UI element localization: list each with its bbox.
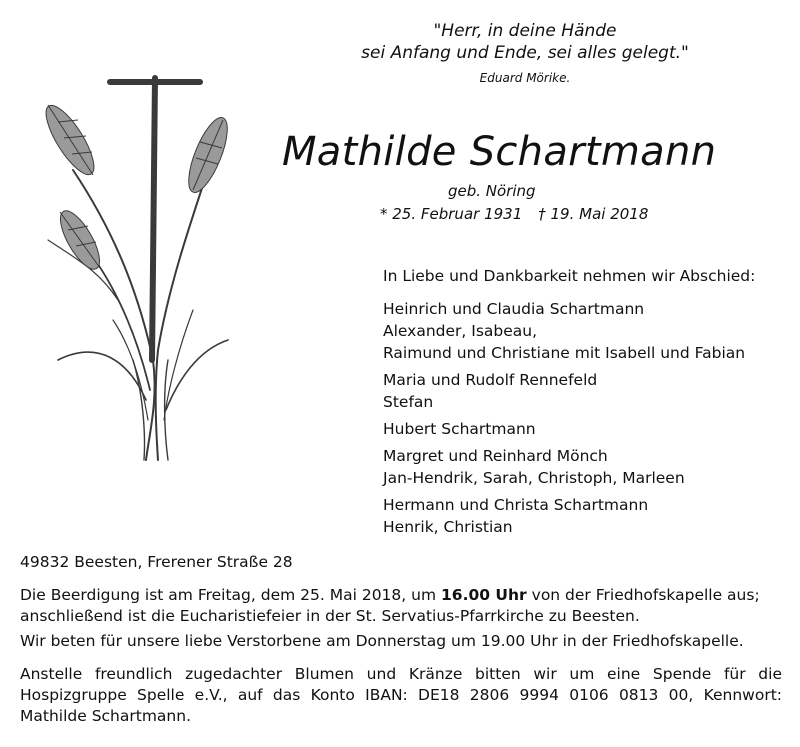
- address: 49832 Beesten, Frerener Straße 28: [20, 553, 293, 571]
- prayer-info: Wir beten für unsere liebe Verstorbene am Donnerstag um 19.00 Uhr in der Friedhofskapelle.: [20, 632, 744, 650]
- life-dates: [380, 204, 648, 224]
- donation-line-3: Mathilde Schartmann.: [20, 707, 191, 725]
- funeral-line-2: anschließend ist die Eucharistiefeier in der St. Servatius-Pfarrkirche zu Beesten.: [20, 607, 640, 625]
- mourner-line: Heinrich und Claudia Schartmann: [383, 300, 645, 318]
- mourner-line: Hubert Schartmann: [383, 420, 536, 438]
- mourner-line: Alexander, Isabeau,: [383, 322, 538, 340]
- maiden-name: geb. Nöring: [448, 182, 536, 200]
- donation-line-1: Anstelle freundlich zugedachter Blumen und Kränze bitten wir um eine Spende für die: [20, 665, 782, 683]
- mourner-line: Henrik, Christian: [383, 518, 513, 536]
- quote-line-1: "Herr, in deine Hände: [433, 21, 617, 41]
- birth-date: * 25. Februar 1931: [380, 205, 523, 223]
- funeral-line-1: [20, 585, 782, 606]
- mourner-group: [383, 298, 745, 364]
- funeral-info: [20, 585, 782, 627]
- donation-info: [20, 664, 782, 727]
- funeral-location-text: von der Friedhofskapelle aus;: [531, 586, 760, 604]
- funeral-time: 16.00 Uhr: [441, 586, 527, 604]
- mourners-intro: In Liebe und Dankbarkeit nehmen wir Abschied:: [383, 267, 756, 285]
- mourner-line: Maria und Rudolf Rennefeld: [383, 371, 598, 389]
- mourner-group: [383, 418, 745, 440]
- death-date: † 19. Mai 2018: [538, 205, 649, 223]
- mourner-line: Margret und Reinhard Mönch: [383, 447, 608, 465]
- donation-line-2: Hospizgruppe Spelle e.V., auf das Konto IBAN: DE18 2806 9994 0106 0813 00, Kennwort:: [20, 686, 782, 704]
- mourner-line: Stefan: [383, 393, 434, 411]
- mourner-group: [383, 445, 745, 489]
- mourner-group: [383, 369, 745, 413]
- mourners-list: [383, 298, 745, 543]
- mourner-line: Jan-Hendrik, Sarah, Christoph, Marleen: [383, 469, 685, 487]
- mourner-line: Hermann und Christa Schartmann: [383, 496, 649, 514]
- quote-author: Eduard Mörike.: [479, 71, 571, 85]
- mourner-line: Raimund und Christiane mit Isabell und Fabian: [383, 344, 746, 362]
- mourner-group: [383, 494, 745, 538]
- deceased-name: Mathilde Schartmann: [282, 129, 717, 175]
- funeral-date-text: Die Beerdigung ist am Freitag, dem 25. Mai 2018, um: [20, 586, 437, 604]
- cross-with-wheat-icon: [18, 60, 258, 470]
- quote-line-2: sei Anfang und Ende, sei alles gelegt.": [361, 43, 689, 63]
